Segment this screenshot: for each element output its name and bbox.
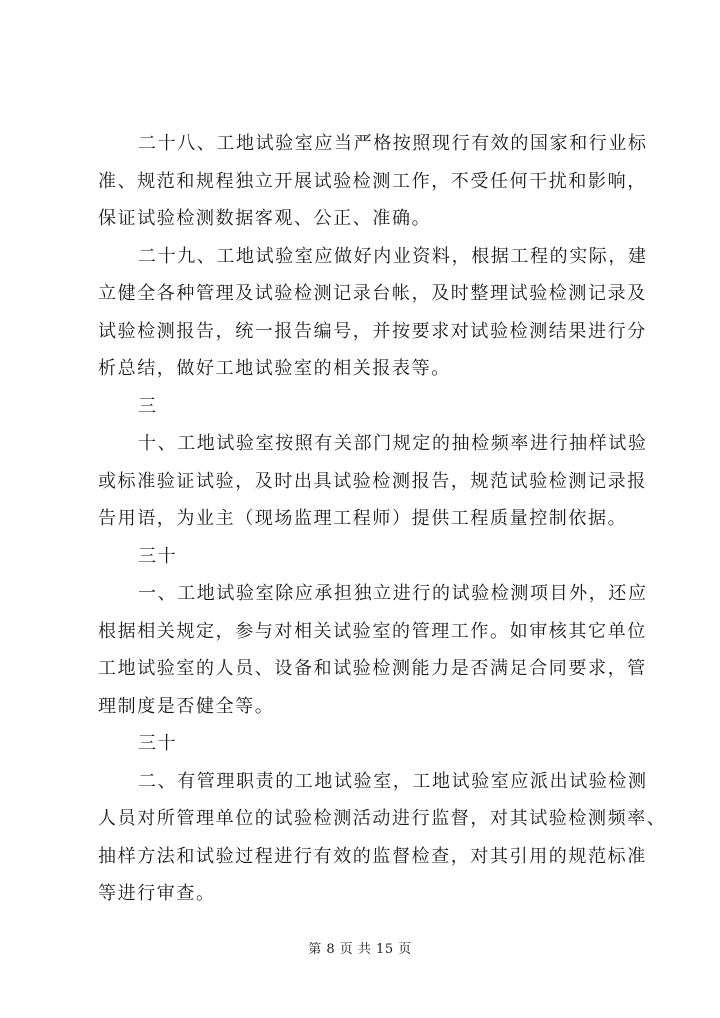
text-line: 人员对所管理单位的试验检测活动进行监督，对其试验检测频率、	[98, 808, 667, 829]
document-body	[98, 125, 667, 913]
text-line: 根据相关规定，参与对相关试验室的管理工作。如审核其它单位	[98, 620, 647, 642]
text-line: 三	[138, 395, 158, 417]
text-line: 三十	[138, 545, 178, 567]
text-line: 析总结，做好工地试验室的相关报表等。	[98, 358, 451, 379]
text-line: 告用语，为业主（现场监理工程师）提供工程质量控制依据。	[98, 508, 628, 529]
text-line: 立健全各种管理及试验检测记录台帐，及时整理试验检测记录及	[98, 283, 647, 304]
text-line: 三十	[138, 733, 178, 754]
page-footer: 第 8 页 共 15 页	[308, 942, 412, 957]
text-line: 试验检测报告，统一报告编号，并按要求对试验检测结果进行分	[98, 320, 647, 342]
text-line: 或标准验证试验，及时出具试验检测报告，规范试验检测记录报	[98, 470, 647, 492]
text-line: 二、有管理职责的工地试验室，工地试验室应派出试验检测	[138, 770, 648, 792]
text-line: 抽样方法和试验过程进行有效的监督检查，对其引用的规范标准	[98, 845, 647, 867]
text-line: 二十九、工地试验室应做好内业资料，根据工程的实际，建	[138, 245, 648, 267]
text-line: 理制度是否健全等。	[98, 695, 275, 717]
text-line: 准、规范和规程独立开展试验检测工作，不受任何干扰和影响，	[98, 170, 647, 192]
text-line: 工地试验室的人员、设备和试验检测能力是否满足合同要求，管	[98, 658, 647, 679]
text-line: 十、工地试验室按照有关部门规定的抽检频率进行抽样试验	[138, 433, 648, 454]
text-line: 二十八、工地试验室应当严格按照现行有效的国家和行业标	[138, 133, 648, 154]
text-line: 保证试验检测数据客观、公正、准确。	[98, 208, 432, 229]
text-line: 等进行审查。	[98, 883, 216, 904]
text-line: 一、工地试验室除应承担独立进行的试验检测项目外，还应	[138, 583, 648, 604]
